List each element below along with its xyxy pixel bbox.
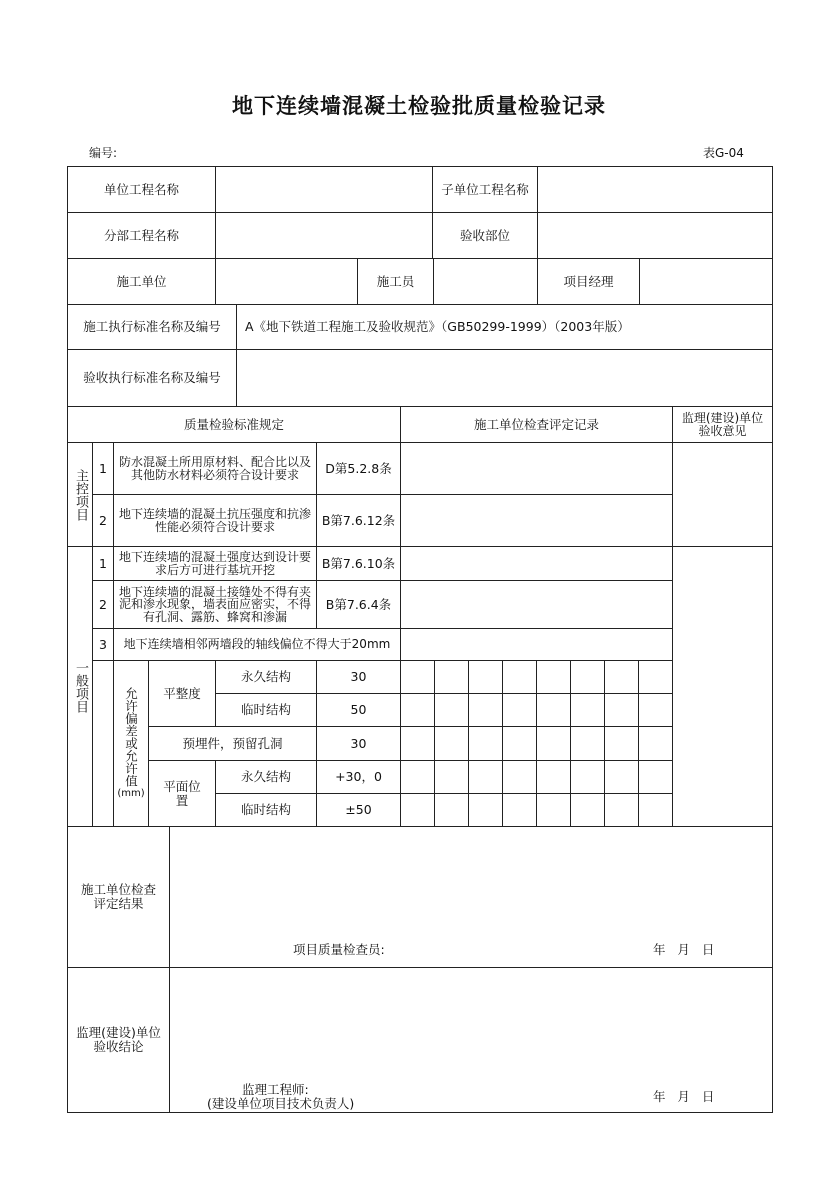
main-item-1-no: 1: [92, 442, 114, 495]
general-supervision[interactable]: [672, 546, 773, 827]
general-item-3-text: 地下连续墙相邻两墙段的轴线偏位不得大于20mm: [113, 628, 401, 661]
inspector-label: 项目质量检查员:: [293, 942, 385, 957]
measurement-cell[interactable]: [468, 793, 503, 827]
constructor-field[interactable]: [433, 258, 538, 305]
tolerance-label: 允许偏差或允许值: [123, 686, 139, 787]
main-control-supervision[interactable]: [672, 442, 773, 547]
measurement-cell[interactable]: [400, 693, 435, 727]
acceptance-standard-label: 验收执行标准名称及编号: [67, 349, 237, 407]
measurement-cell[interactable]: [434, 760, 469, 794]
measurement-cell[interactable]: [570, 726, 605, 761]
construction-result-date: 年 月 日: [653, 942, 715, 957]
main-item-2-text: 地下连续墙的混凝土抗压强度和抗渗性能必须符合设计要求: [113, 494, 317, 547]
general-item-2-no: 2: [92, 580, 114, 629]
sub-unit-project-label: 子单位工程名称: [432, 166, 538, 213]
tolerance-label-cell: [113, 660, 149, 827]
measurement-cell[interactable]: [536, 726, 571, 761]
measurement-cell[interactable]: [468, 693, 503, 727]
unit-project-field[interactable]: [215, 166, 433, 213]
tolerance-row-5-value: ±50: [316, 793, 401, 827]
general-item-2-record[interactable]: [400, 580, 673, 629]
supervision-result-date: 年 月 日: [653, 1089, 715, 1104]
main-item-2-no: 2: [92, 494, 114, 547]
constructor-label: 施工员: [357, 258, 434, 305]
flatness-label: 平整度: [148, 660, 216, 727]
measurement-cell[interactable]: [434, 793, 469, 827]
measurement-cell[interactable]: [468, 726, 503, 761]
measurement-cell[interactable]: [536, 660, 571, 694]
main-control-label: 主控项目: [67, 442, 93, 547]
general-item-3-no: 3: [92, 628, 114, 661]
measurement-cell[interactable]: [502, 660, 537, 694]
main-item-1-ref: D第5.2.8条: [316, 442, 401, 495]
serial-number-label: 编号:: [89, 146, 118, 160]
measurement-cell[interactable]: [400, 793, 435, 827]
measurement-cell[interactable]: [536, 793, 571, 827]
division-project-label: 分部工程名称: [67, 212, 216, 259]
general-item-4-no: [92, 660, 114, 827]
sub-unit-project-field[interactable]: [537, 166, 773, 213]
general-item-1-text: 地下连续墙的混凝土强度达到设计要求后方可进行基坑开挖: [113, 546, 317, 581]
acceptance-part-field[interactable]: [537, 212, 773, 259]
construction-standard-field[interactable]: A《地下铁道工程施工及验收规范》（GB50299-1999）（2003年版）: [236, 304, 773, 350]
tolerance-unit: (mm): [117, 787, 145, 799]
construction-standard-label: 施工执行标准名称及编号: [67, 304, 237, 350]
general-label: 一般项目: [67, 546, 93, 827]
acceptance-standard-field[interactable]: [236, 349, 773, 407]
project-manager-label: 项目经理: [537, 258, 640, 305]
tolerance-row-1-value: 30: [316, 660, 401, 694]
record-column-header: 施工单位检查评定记录: [400, 406, 673, 443]
measurement-cell[interactable]: [638, 760, 673, 794]
tolerance-row-4-value: +30，0: [316, 760, 401, 794]
construction-unit-field[interactable]: [215, 258, 358, 305]
general-item-1-ref: B第7.6.10条: [316, 546, 401, 581]
division-project-field[interactable]: [215, 212, 433, 259]
main-item-2-ref: B第7.6.12条: [316, 494, 401, 547]
measurement-cell[interactable]: [638, 726, 673, 761]
tolerance-row-2-sub: 临时结构: [215, 693, 317, 727]
supervision-result-label: 监理(建设)单位验收结论: [67, 967, 170, 1113]
measurement-cell[interactable]: [570, 760, 605, 794]
measurement-cell[interactable]: [434, 660, 469, 694]
tolerance-row-4-sub: 永久结构: [215, 760, 317, 794]
plane-position-label: 平面位置: [148, 760, 216, 827]
measurement-cell[interactable]: [400, 760, 435, 794]
form-code: 表G-04: [703, 146, 744, 160]
main-item-1-text: 防水混凝土所用原材料、配合比以及其他防水材料必须符合设计要求: [113, 442, 317, 495]
supervision-column-header: 监理(建设)单位验收意见: [672, 406, 773, 443]
tolerance-row-2-value: 50: [316, 693, 401, 727]
measurement-cell[interactable]: [468, 660, 503, 694]
measurement-cell[interactable]: [536, 760, 571, 794]
measurement-cell[interactable]: [502, 793, 537, 827]
engineer-sub-label: (建设单位项目技术负责人): [207, 1096, 355, 1111]
measurement-cell[interactable]: [434, 693, 469, 727]
measurement-cell[interactable]: [502, 726, 537, 761]
general-item-3-record[interactable]: [400, 628, 673, 661]
measurement-cell[interactable]: [434, 726, 469, 761]
standard-column-header: 质量检验标准规定: [67, 406, 401, 443]
general-item-2-ref: B第7.6.4条: [316, 580, 401, 629]
acceptance-part-label: 验收部位: [432, 212, 538, 259]
measurement-cell[interactable]: [502, 693, 537, 727]
general-item-2-text: 地下连续墙的混凝土接缝处不得有夹泥和渗水现象，墙表面应密实，不得有孔洞、露筋、蜂窝和渗漏: [113, 580, 317, 629]
measurement-cell[interactable]: [638, 660, 673, 694]
general-item-1-record[interactable]: [400, 546, 673, 581]
measurement-cell[interactable]: [468, 760, 503, 794]
tolerance-row-1-sub: 永久结构: [215, 660, 317, 694]
measurement-cell[interactable]: [570, 693, 605, 727]
tolerance-row-5-sub: 临时结构: [215, 793, 317, 827]
measurement-cell[interactable]: [536, 693, 571, 727]
tolerance-row-3-value: 30: [316, 726, 401, 761]
project-manager-field[interactable]: [639, 258, 773, 305]
construction-result-label: 施工单位检查评定结果: [67, 826, 170, 968]
measurement-cell[interactable]: [604, 760, 639, 794]
measurement-cell[interactable]: [502, 760, 537, 794]
measurement-cell[interactable]: [400, 726, 435, 761]
main-item-2-record[interactable]: [400, 494, 673, 547]
measurement-cell[interactable]: [570, 793, 605, 827]
embedded-label: 预埋件，预留孔洞: [148, 726, 317, 761]
unit-project-label: 单位工程名称: [67, 166, 216, 213]
main-item-1-record[interactable]: [400, 442, 673, 495]
measurement-cell[interactable]: [604, 660, 639, 694]
measurement-cell[interactable]: [638, 693, 673, 727]
measurement-cell[interactable]: [604, 793, 639, 827]
measurement-cell[interactable]: [570, 660, 605, 694]
measurement-cell[interactable]: [604, 693, 639, 727]
measurement-cell[interactable]: [604, 726, 639, 761]
engineer-label: 监理工程师:: [242, 1082, 309, 1097]
page-title: 地下连续墙混凝土检验批质量检验记录: [232, 94, 606, 118]
general-item-1-no: 1: [92, 546, 114, 581]
construction-unit-label: 施工单位: [67, 258, 216, 305]
measurement-cell[interactable]: [400, 660, 435, 694]
measurement-cell[interactable]: [638, 793, 673, 827]
